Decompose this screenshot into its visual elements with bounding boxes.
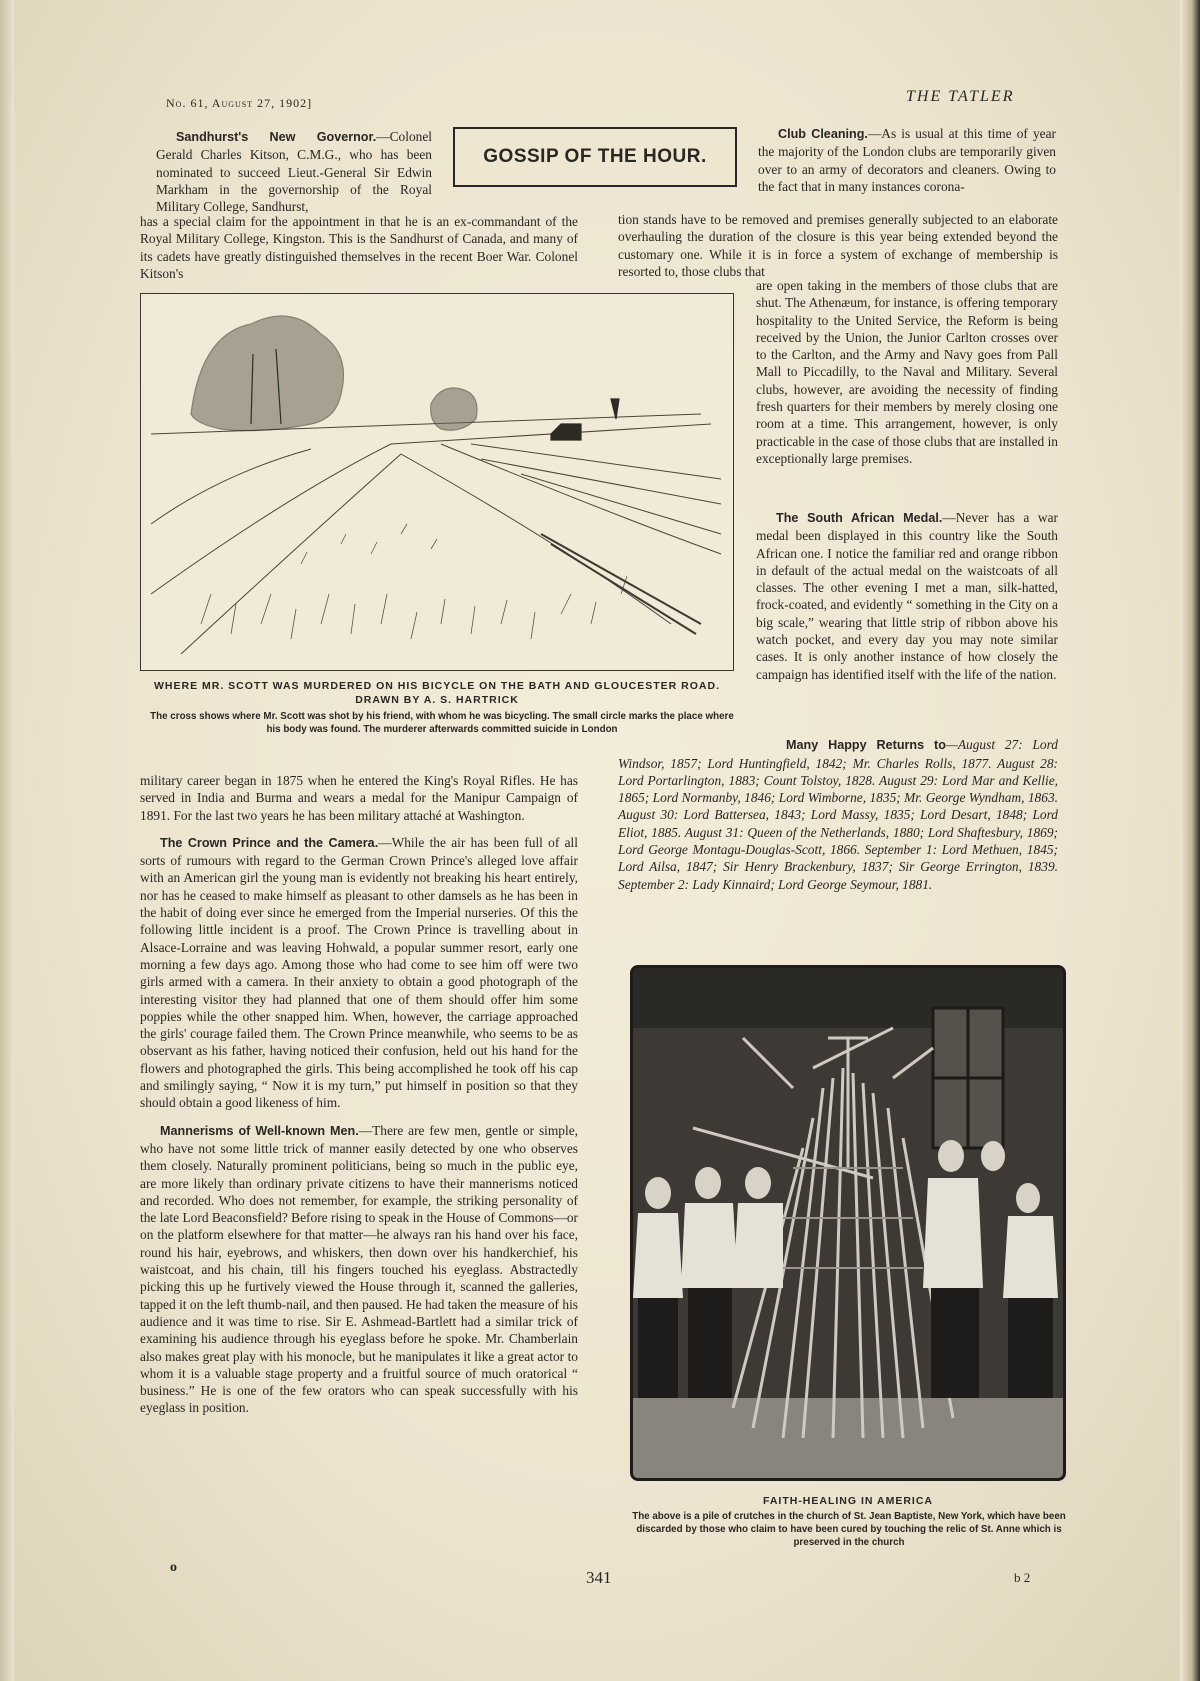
medal-text: —Never has a war medal been displayed in this country like the South African one. I notice the familiar red and orange ribbon in default of the actual medal on the waistcoats of all classes. The other evening I met a man, silk-hatted, frock-coated, and evidently “ something in the City on a big scale,” wearing that little strip of ribbon above his watch pocket, and every day you may note similar cases. It is only another instance of how closely the campaign has identified itself with the life of the nation.	[756, 510, 1058, 682]
sketch-caption-text: The cross shows where Mr. Scott was shot by his friend, with whom he was bicycling. The small circle marks the place where his body was found. The murderer afterwards committed suicide in London	[150, 711, 734, 735]
page-number: 341	[586, 1568, 612, 1587]
club-text-rest: are open taking in the members of those clubs that are shut. The Athenæum, for instance, is offering temporary hospitality to the United Service, the Reform is being received by the Union, the Junior Carlton crosses over to the Carlton, and the Army and Navy goes from Pall Mall to Piccadilly, to the Naval and Military. Several clubs, however, are avoiding the necessity of finding fresh quarters for their members by merely closing one room at a time. This arrangement, however, is only practicable in the case of those clubs that are installed in exceptionally large premises.	[756, 278, 1058, 466]
sandhurst-article-top	[156, 128, 432, 215]
sketch-caption-title: WHERE MR. SCOTT WAS MURDERED ON HIS BICYCLE ON THE BATH AND GLOUCESTER ROAD. DRAWN BY A. S. HARTRICK	[153, 680, 720, 706]
sandhurst-continuation: military career began in 1875 when he entered the King's Royal Rifles. He has served in India and Burma and wears a medal for the Manipur Campaign of 1891. For the last two years he has been military attaché at Washington.	[140, 773, 578, 823]
crown-prince-heading: The Crown Prince and the Camera.	[160, 835, 379, 850]
club-article-rest	[756, 277, 1058, 467]
returns-heading: Many Happy Returns to	[786, 738, 946, 753]
club-text-narrow: —As is usual at this time of year the majority of the London clubs are temporarily given over to an army of decorators and cleaners. Owing to the fact that in many instances corona-	[758, 126, 1056, 194]
road-sketch-illustration	[140, 293, 734, 671]
photo-caption-title: FAITH-HEALING IN AMERICA	[762, 1495, 934, 1507]
sandhurst-heading: Sandhurst's New Governor.	[176, 130, 377, 144]
club-article-wide	[618, 211, 1058, 280]
page-right-edge	[1180, 0, 1200, 1681]
mannerisms-text: —There are few men, gentle or simple, who have not some little trick of manner easily detected by one who observes them closely. Naturally prominent politicians, being so much in the public eye, are more likely than ordinary private citizens to have their mannerisms noticed and recorded. Who does not remember, for example, the striking personality of the late Lord Beaconsfield? Before rising to speak in the House of Commons—or on the platform elsewhere for that matter—he always ran his hand over his face, round his hair, eyebrows, and whiskers, then down over his handkerchief, his waistcoat, and his chain, till his fingers touched his eyeglass. Abstractedly picking this up he furtively viewed the House through it, scanned the galleries, tapped it on the left thumb-nail, and then paused. He had taken the measure of his audience and it was time to rise. Sir E. Ashmead-Bartlett had a similar trick of examining his audience through his eyeglass before he spoke. Mr. Chamberlain also makes great play with his monocle, but he manipulates it like a great actor to whom it is a valuable stage property and a fruitful source of much oratorical “ business.” He is one of the few orators who can speak successfully with his eyeglass in position.	[140, 1122, 578, 1416]
issue-line: No. 61, August 27, 1902]	[166, 96, 313, 110]
sandhurst-text-wide: has a special claim for the appointment in that he is an ex-commandant of the Royal Military College, Kingston. This is the Sandhurst of Canada, and many of its cadets have greatly distinguished themselves in the recent Boer War. Colonel Kitson's	[140, 214, 578, 281]
photo-caption-text: The above is a pile of crutches in the church of St. Jean Baptiste, New York, which have been discarded by those who claim to have been cured by touching the relic of St. Anne which is preserved in the church	[632, 1511, 1066, 1548]
magazine-title: THE TATLER	[906, 88, 1015, 105]
crown-prince-text: —While the air has been full of all sorts of rumours with regard to the German Crown Prince's alleged love affair with an American girl the young man is evidently not breaking his heart entirely, nor has he ceased to make himself as pleasant to other damsels as he has been in the habit of doing ever since he emerged from the Imperial nurseries. Of this the following little incident is a proof. The Crown Prince is travelling about in Alsace-Lorraine and was leaving Hohwald, a popular summer resort, early one morning a few days ago. Among those who had come to see him off were two girls armed with a camera. In their anxiety to obtain a good photograph of the interesting visitor they had planned that one of them should offer him some poppies while the other snapped him. When, however, the carriage approached the girls' courage failed them. The Crown Prince meanwhile, who seems to be as observant as his father, having noticed their confusion, held out his hand for the flowers and photographed the girls. This being accomplished he took off his cap and smilingly saying, “ Now it is my turn,” put himself in position so that they should obtain a good likeness of him.	[140, 834, 578, 1111]
section-title: GOSSIP OF THE HOUR.	[483, 146, 707, 167]
left-column-lower	[140, 772, 578, 1417]
club-article-top	[758, 125, 1056, 195]
medal-article	[756, 509, 1058, 683]
sandhurst-article-wide	[140, 213, 578, 282]
mannerisms-heading: Mannerisms of Well-known Men.	[160, 1123, 359, 1138]
page-left-edge	[0, 0, 14, 1681]
crutches-photo-image	[633, 968, 1063, 1478]
footer-left-mark: o	[170, 1560, 177, 1575]
road-sketch-drawing	[141, 294, 733, 670]
club-heading: Club Cleaning.	[778, 127, 868, 141]
returns-text: —August 27: Lord Windsor, 1857; Lord Huntingfield, 1842; Mr. Charles Rolls, 1877. August 28: Lord Portarlington, 1883; Count Tolstoy, 1828. August 29: Lord Mar and Kellie, 1865; Lord Normanby, 1846; Lord Wimborne, 1835; Mr. George Wyndham, 1863. August 30: Lord Battersea, 1843; Lord Massy, 1835; Lord Desart, 1848; Lord Eliot, 1885. August 31: Queen of the Netherlands, 1880; Lord Shaftesbury, 1869; Lord George Montagu-Douglas-Scott, 1866. September 1: Lord Methuen, 1845; Lord Ailsa, 1847; Sir Henry Brackenbury, 1837; Sir George Errington, 1839. September 2: Lady Kinnaird; Lord George Seymour, 1881.	[618, 737, 1058, 892]
medal-heading: The South African Medal.	[776, 511, 943, 525]
club-text-wide: tion stands have to be removed and premises generally subjected to an elaborate overhauling the duration of the closure is this year being extended beyond the customary one. While it is in force a system of exchange of membership is resorted to, those clubs that	[618, 212, 1058, 279]
sandhurst-text-narrow: —Colonel Gerald Charles Kitson, C.M.G., who has been nominated to succeed Lieut.-General Sir Edwin Markham in the governorship of the Royal Military College, Sandhurst,	[156, 129, 432, 215]
signature-mark: b 2	[1014, 1570, 1031, 1585]
section-title-box	[453, 127, 737, 187]
crutches-photograph	[630, 965, 1066, 1481]
returns-article	[618, 728, 1058, 893]
